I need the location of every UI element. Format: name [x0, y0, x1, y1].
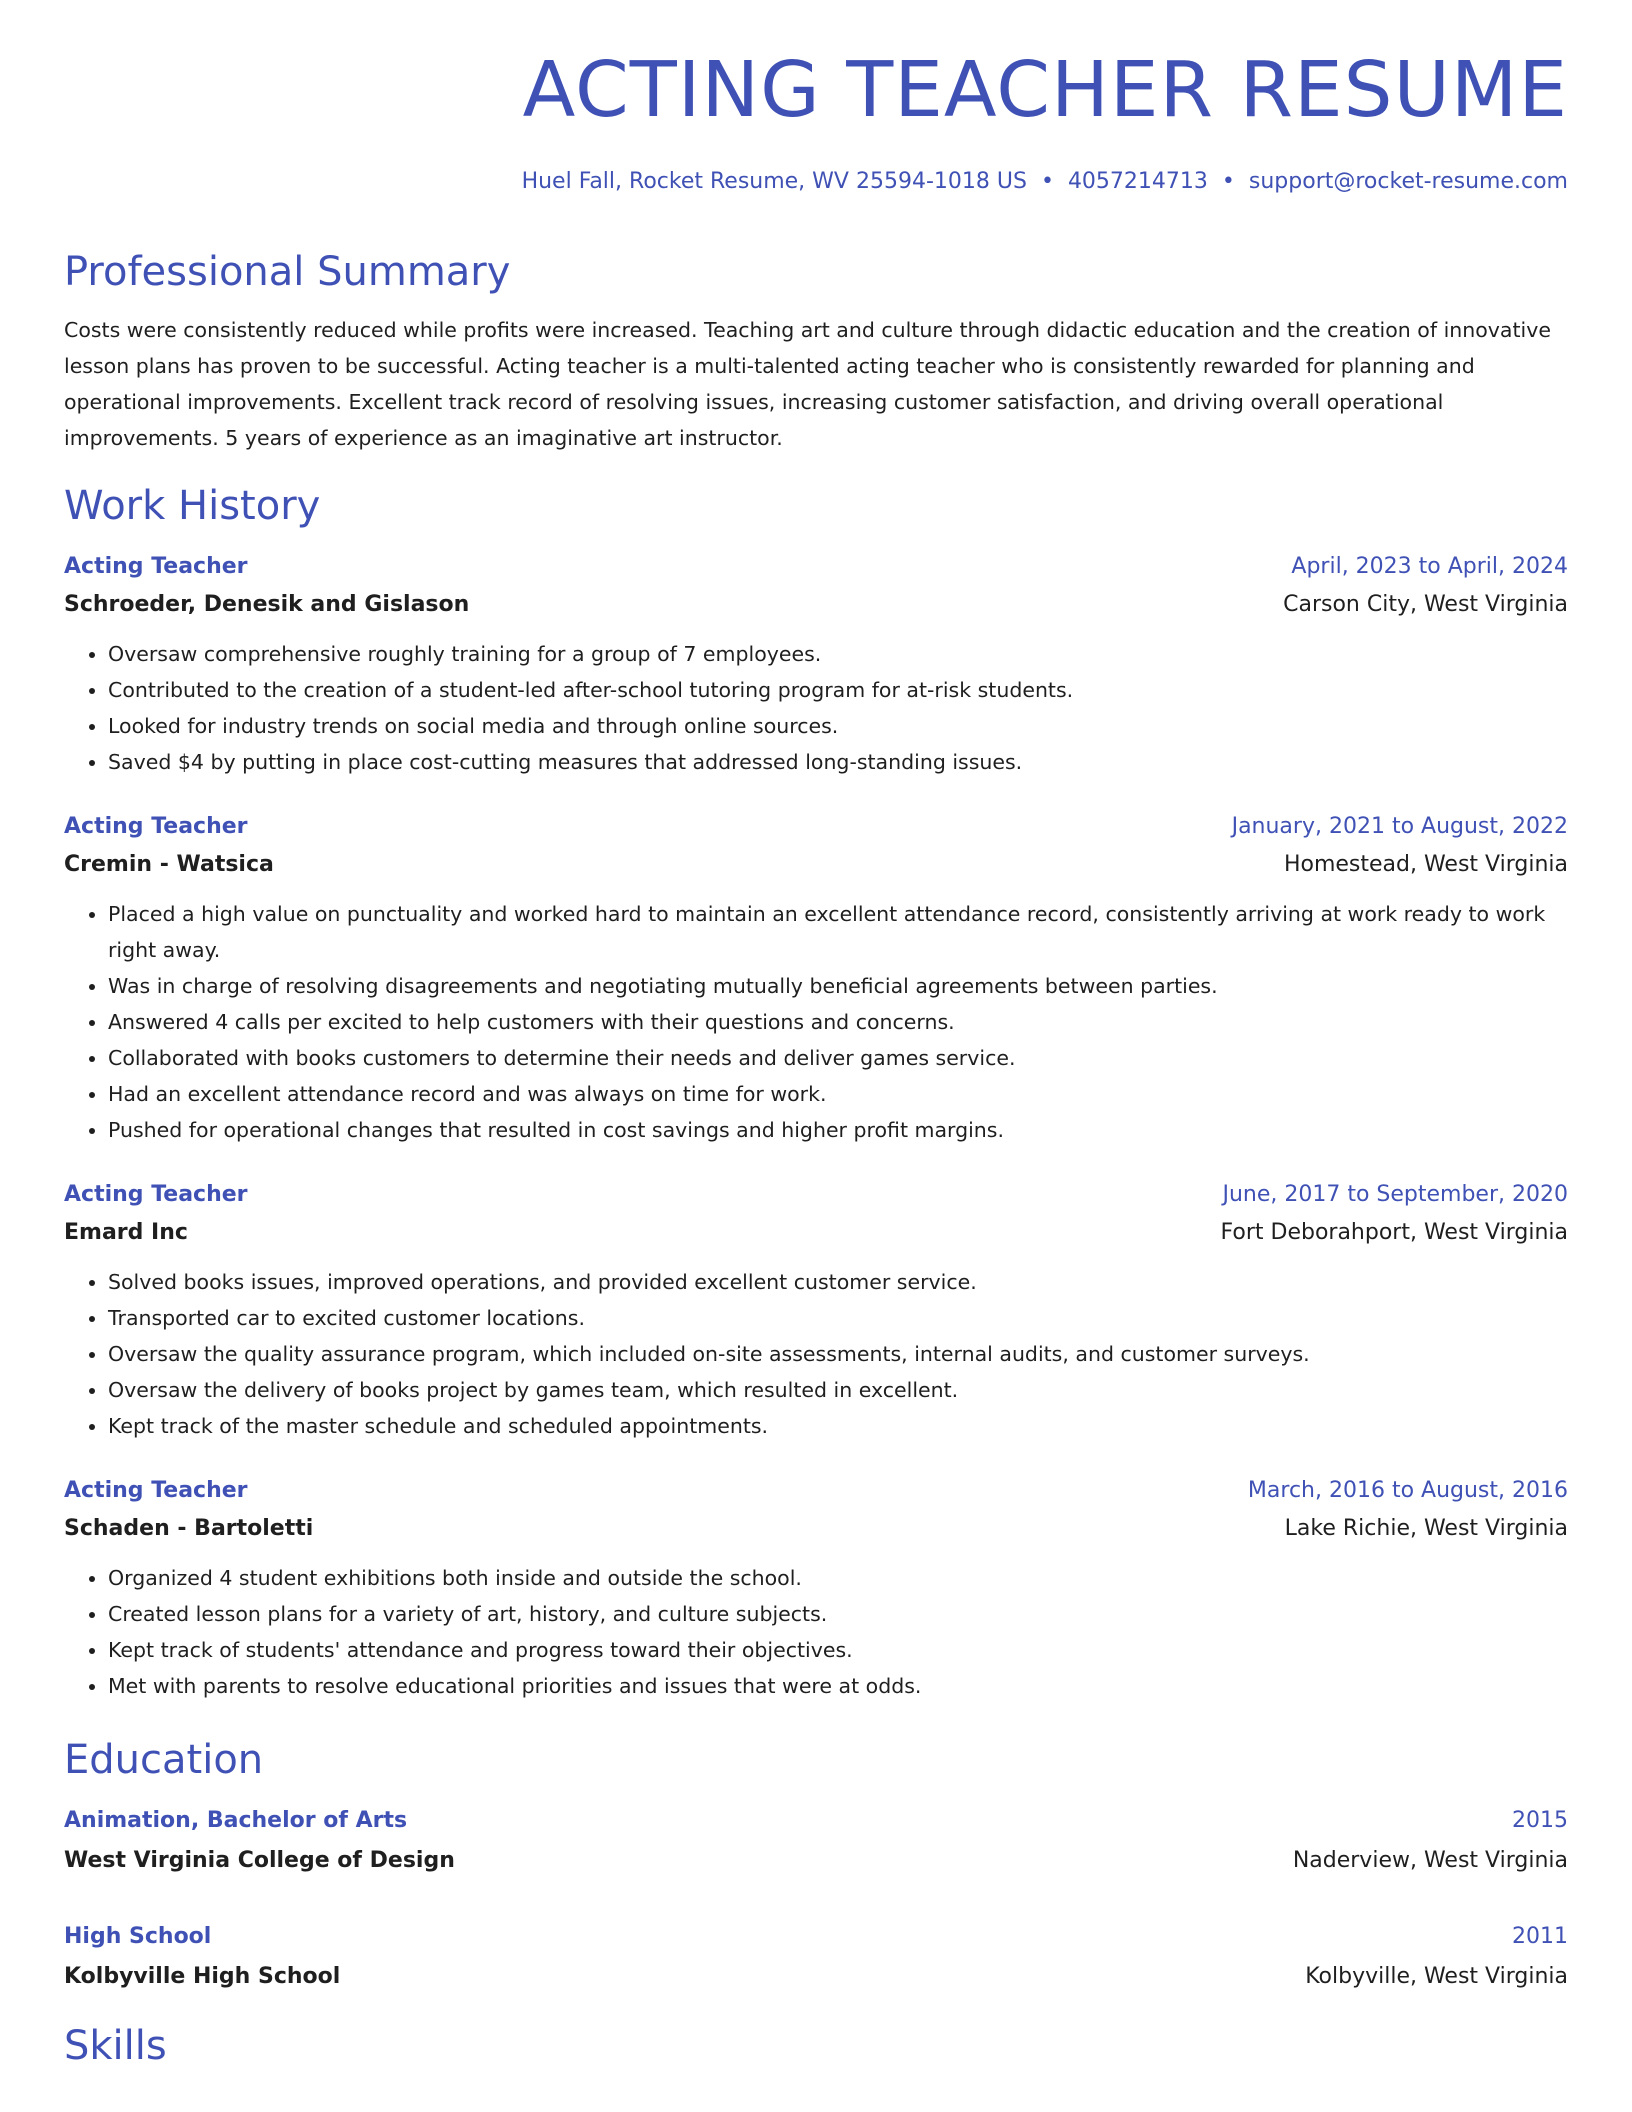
- contact-separator: •: [1040, 169, 1054, 194]
- work-history-heading: Work History: [64, 483, 321, 529]
- job-dates: April, 2023 to April, 2024: [1291, 554, 1568, 579]
- job-dates: March, 2016 to August, 2016: [1247, 1478, 1568, 1503]
- resume-header: [64, 0, 1568, 194]
- education-degree: Animation, Bachelor of Arts: [64, 1808, 408, 1833]
- education-year: 2011: [1512, 1924, 1568, 1949]
- education-location: Naderview, West Virginia: [1292, 1848, 1568, 1873]
- job-bullets: [64, 636, 1568, 780]
- job-company: Cremin - Watsica: [64, 852, 274, 877]
- page-title: ACTING TEACHER RESUME: [522, 46, 1568, 135]
- job-bullet: • Solved books issues, improved operations, and provided excellent customer service.: [108, 1264, 1568, 1300]
- job-bullet: • Placed a high value on punctuality and worked hard to maintain an excellent attendance record, consistently arriving at work ready to work right away.: [108, 896, 1568, 968]
- job-entry: [64, 810, 1568, 1148]
- summary-heading: Professional Summary: [64, 249, 511, 295]
- job-dates: January, 2021 to August, 2022: [1231, 814, 1568, 839]
- job-bullet: • Looked for industry trends on social media and through online sources.: [108, 708, 1568, 744]
- job-bullet: • Oversaw comprehensive roughly training for a group of 7 employees.: [108, 636, 1568, 672]
- contact-address: Huel Fall, Rocket Resume, WV 25594-1018 US: [521, 169, 1027, 194]
- resume-page: [64, 0, 1568, 2068]
- job-location: Carson City, West Virginia: [1283, 592, 1568, 617]
- job-bullet: • Had an excellent attendance record and was always on time for work.: [108, 1076, 1568, 1112]
- skills-heading: Skills: [64, 2023, 167, 2069]
- job-bullet: • Created lesson plans for a variety of art, history, and culture subjects.: [108, 1596, 1568, 1632]
- job-bullet: • Transported car to excited customer locations.: [108, 1300, 1568, 1336]
- job-role: Acting Teacher: [64, 1182, 248, 1207]
- job-dates: June, 2017 to September, 2020: [1222, 1182, 1568, 1207]
- job-bullet: • Kept track of the master schedule and scheduled appointments.: [108, 1408, 1568, 1444]
- contact-line: [64, 169, 1568, 194]
- job-entry: [64, 550, 1568, 780]
- education-entry: [64, 1918, 1568, 1998]
- job-bullets: [64, 896, 1568, 1148]
- job-company: Emard Inc: [64, 1220, 188, 1245]
- job-location: Lake Richie, West Virginia: [1284, 1516, 1568, 1541]
- job-bullets: [64, 1264, 1568, 1444]
- job-company: Schaden - Bartoletti: [64, 1516, 314, 1541]
- job-role: Acting Teacher: [64, 814, 248, 839]
- skills-section: [64, 2024, 1568, 2068]
- work-history-section: [64, 484, 1568, 1704]
- job-bullets: [64, 1560, 1568, 1704]
- education-year: 2015: [1512, 1808, 1568, 1833]
- job-bullet: • Oversaw the delivery of books project by games team, which resulted in excellent.: [108, 1372, 1568, 1408]
- job-bullet: • Kept track of students' attendance and progress toward their objectives.: [108, 1632, 1568, 1668]
- contact-phone[interactable]: 4057214713: [1067, 169, 1208, 194]
- education-school: Kolbyville High School: [64, 1964, 341, 1989]
- job-bullet: • Pushed for operational changes that resulted in cost savings and higher profit margins.: [108, 1112, 1568, 1148]
- job-bullet: • Saved $4 by putting in place cost-cutting measures that addressed long-standing issues.: [108, 744, 1568, 780]
- job-role: Acting Teacher: [64, 554, 248, 579]
- job-role: Acting Teacher: [64, 1478, 248, 1503]
- job-entry: [64, 1178, 1568, 1444]
- education-location: Kolbyville, West Virginia: [1305, 1964, 1568, 1989]
- education-section: [64, 1738, 1568, 1998]
- contact-email[interactable]: support@rocket-resume.com: [1248, 169, 1568, 194]
- summary-section: [64, 250, 1568, 456]
- contact-separator: •: [1221, 169, 1235, 194]
- job-location: Fort Deborahport, West Virginia: [1220, 1220, 1568, 1245]
- education-entry: [64, 1802, 1568, 1882]
- job-bullet: • Oversaw the quality assurance program, which included on-site assessments, internal audits, and customer surveys.: [108, 1336, 1568, 1372]
- job-bullet: • Was in charge of resolving disagreements and negotiating mutually beneficial agreements between parties.: [108, 968, 1568, 1004]
- job-bullet: • Answered 4 calls per excited to help customers with their questions and concerns.: [108, 1004, 1568, 1040]
- job-bullet: • Contributed to the creation of a student-led after-school tutoring program for at-risk students.: [108, 672, 1568, 708]
- job-location: Homestead, West Virginia: [1283, 852, 1568, 877]
- summary-text: Costs were consistently reduced while profits were increased. Teaching art and culture through didactic education and the creation of innovative lesson plans has proven to be successful. Acting teacher is a multi-talented acting teacher who is consistently rewarded for planning and operational improvements. Excellent track record of resolving issues, increasing customer satisfaction, and driving overall operational improvements. 5 years of experience as an imaginative art instructor.: [64, 318, 1551, 450]
- job-bullet: • Organized 4 student exhibitions both inside and outside the school.: [108, 1560, 1568, 1596]
- job-entry: [64, 1474, 1568, 1704]
- job-company: Schroeder, Denesik and Gislason: [64, 592, 470, 617]
- job-bullet: • Met with parents to resolve educational priorities and issues that were at odds.: [108, 1668, 1568, 1704]
- education-heading: Education: [64, 1737, 264, 1783]
- education-school: West Virginia College of Design: [64, 1848, 455, 1873]
- job-bullet: • Collaborated with books customers to determine their needs and deliver games service.: [108, 1040, 1568, 1076]
- education-degree: High School: [64, 1924, 212, 1949]
